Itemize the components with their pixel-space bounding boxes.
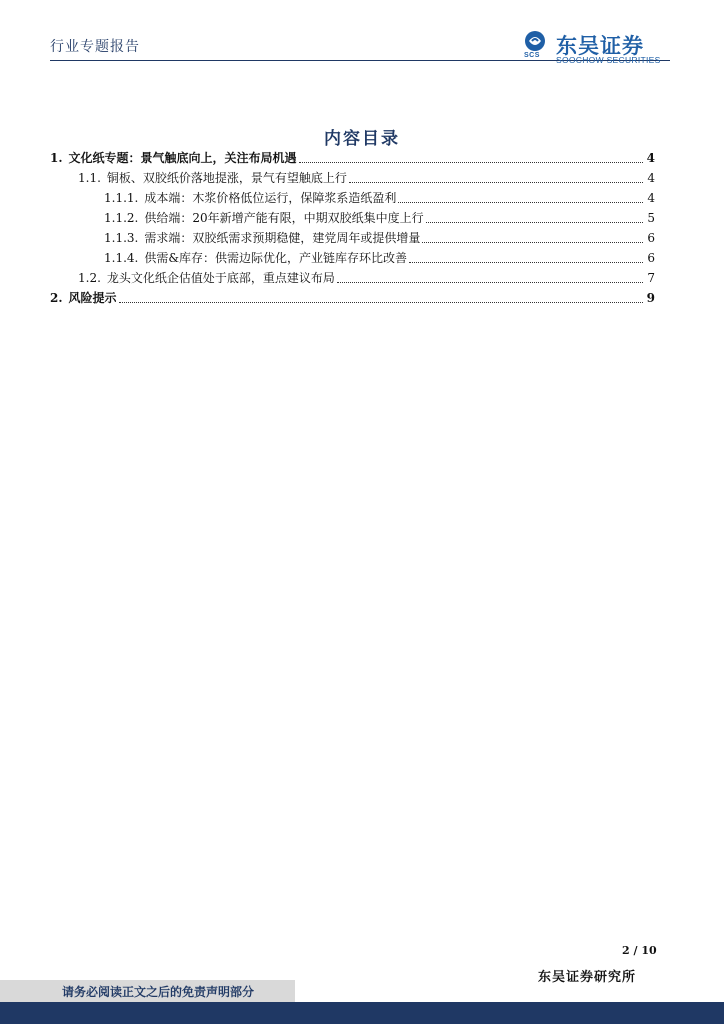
toc-entry-number: 1.1.2. <box>104 211 139 225</box>
toc-leader-dots <box>409 248 643 263</box>
footer-bar <box>0 1002 724 1024</box>
toc-entry-text: 供给端：20年新增产能有限，中期双胶纸集中度上行 <box>144 211 424 225</box>
toc-leader-dots <box>119 288 643 303</box>
logo-mark-text: SCS <box>524 52 540 59</box>
toc-entry-text: 供需&库存：供需边际优化，产业链库存环比改善 <box>144 251 408 265</box>
toc-entry-page: 5 <box>647 211 655 225</box>
toc-entry[interactable] <box>104 188 655 208</box>
soochow-logo <box>520 30 670 66</box>
toc-entry-number: 1. <box>50 151 63 165</box>
toc-entry-text: 文化纸专题：景气触底向上，关注布局机遇 <box>68 151 297 165</box>
disclaimer-notice: 请务必阅读正文之后的免责声明部分 <box>62 985 255 999</box>
toc-leader-dots <box>299 148 643 163</box>
toc-entry-number: 1.1. <box>78 171 101 185</box>
toc-title: 内容目录 <box>324 129 400 149</box>
toc-entry[interactable] <box>50 148 655 168</box>
toc-entry-page: 4 <box>646 151 655 165</box>
toc-entry[interactable] <box>78 268 655 288</box>
toc-entry-number: 1.2. <box>78 271 101 285</box>
toc-entry[interactable] <box>104 248 655 268</box>
toc-entry-page: 9 <box>646 291 655 305</box>
toc-leader-dots <box>398 188 643 203</box>
toc-entry-text: 风险提示 <box>68 291 117 305</box>
logo-english-name: SOOCHOW SECURITIES <box>556 55 661 65</box>
toc-leader-dots <box>349 168 643 183</box>
toc-leader-dots <box>422 228 643 243</box>
toc-entry-text: 需求端：双胶纸需求预期稳健，建党周年或提供增量 <box>144 231 421 245</box>
toc-entry[interactable] <box>104 208 655 228</box>
toc-entry-text: 龙头文化纸企估值处于底部，重点建议布局 <box>106 271 335 285</box>
toc-entry[interactable] <box>78 168 655 188</box>
toc-leader-dots <box>426 208 643 223</box>
toc-entry[interactable] <box>50 288 655 308</box>
logo-chinese-name: 东吴证券 <box>556 34 644 58</box>
toc-entry-page: 7 <box>647 271 655 285</box>
toc-entry-number: 1.1.1. <box>104 191 139 205</box>
toc-entry-number: 1.1.4. <box>104 251 139 265</box>
toc-entry[interactable] <box>104 228 655 248</box>
toc-entry-page: 4 <box>647 191 655 205</box>
toc-entry-text: 成本端：木浆价格低位运行，保障浆系造纸盈利 <box>144 191 397 205</box>
toc-entry-page: 6 <box>647 231 655 245</box>
report-type-label: 行业专题报告 <box>50 39 140 55</box>
toc-entry-page: 6 <box>647 251 655 265</box>
toc-leader-dots <box>337 268 643 283</box>
institute-name: 东吴证券研究所 <box>538 970 637 985</box>
page-number: 2 / 10 <box>622 944 657 957</box>
toc-entry-page: 4 <box>647 171 655 185</box>
toc-entry-text: 铜板、双胶纸价落地提涨，景气有望触底上行 <box>106 171 347 185</box>
toc-entry-number: 1.1.3. <box>104 231 139 245</box>
toc-entry-number: 2. <box>50 291 63 305</box>
